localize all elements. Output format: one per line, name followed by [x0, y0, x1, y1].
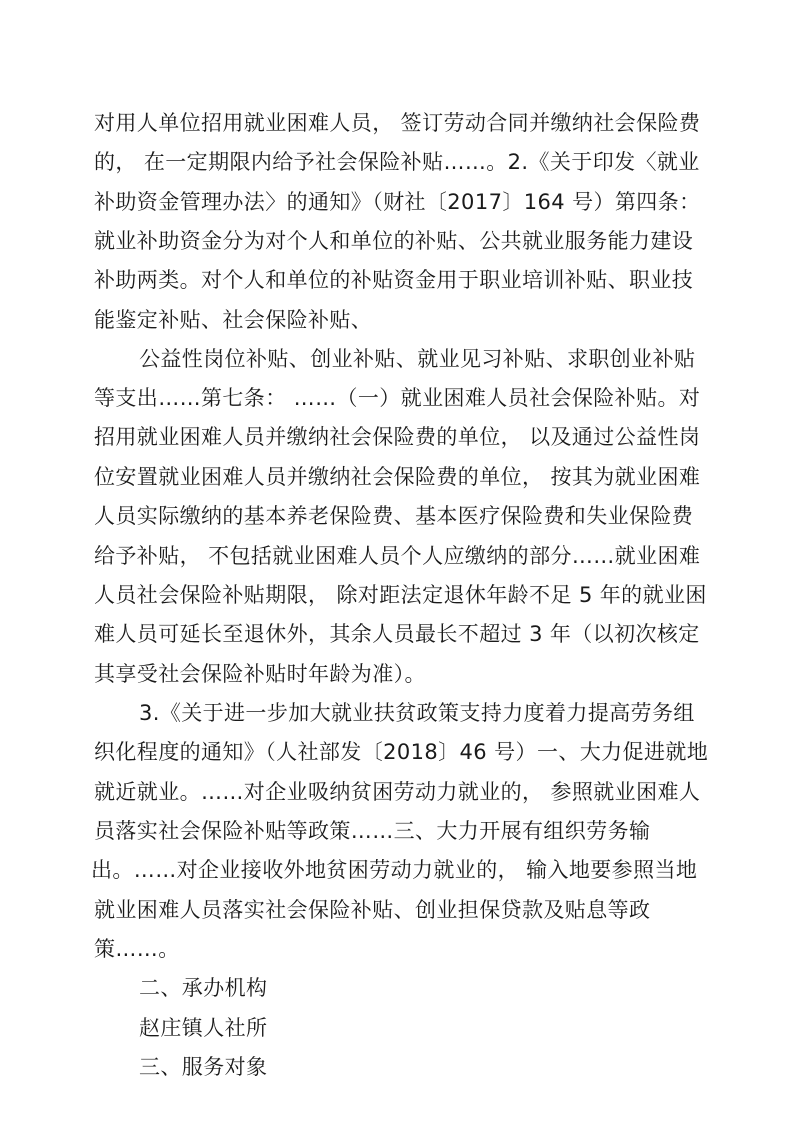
text-line: 招用就业困难人员并缴纳社会保险费的单位， 以及通过公益性岗 — [94, 425, 701, 449]
text-line: 出。……对企业接收外地贫困劳动力就业的， 输入地要参照当地 — [91, 858, 698, 882]
text-line: 3.《关于进一步加大就业扶贫政策支持力度着力提高劳务组 — [139, 701, 695, 725]
text-line: 策……。 — [94, 937, 180, 961]
text-line: 人员实际缴纳的基本养老保险费、基本医疗保险费和失业保险费 — [94, 504, 694, 528]
section-heading: 二、承办机构 — [139, 976, 268, 1000]
text-line: 补助资金管理办法〉的通知》（财社〔2017〕164 号）第四条： — [94, 190, 701, 214]
text-line: 位安置就业困难人员并缴纳社会保险费的单位， 按其为就业困难 — [94, 465, 701, 489]
text-line: 能鉴定补贴、社会保险补贴、 — [94, 308, 373, 332]
text-line: 就近就业。……对企业吸纳贫困劳动力就业的， 参照就业困难人 — [94, 780, 701, 804]
text-line: 给予补贴， 不包括就业困难人员个人应缴纳的部分……就业困难 — [94, 544, 701, 568]
text-line: 其享受社会保险补贴时年龄为准）。 — [94, 662, 426, 686]
text-line: 对用人单位招用就业困难人员， 签订劳动合同并缴纳社会保险费 — [94, 111, 701, 135]
text-line: 人员社会保险补贴期限， 除对距法定退休年龄不足 5 年的就业困 — [94, 583, 707, 607]
text-line: 难人员可延长至退休外，其余人员最长不超过 3 年（以初次核定 — [94, 622, 700, 646]
section-heading: 三、服务对象 — [139, 1055, 268, 1079]
text-line: 等支出……第七条： ……（一）就业困难人员社会保险补贴。对 — [94, 386, 701, 410]
text-line: 公益性岗位补贴、创业补贴、就业见习补贴、求职创业补贴 — [139, 347, 696, 371]
text-line: 员落实社会保险补贴等政策……三、大力开展有组织劳务输 — [94, 819, 651, 843]
text-line: 补助两类。对个人和单位的补贴资金用于职业培训补贴、职业技 — [94, 268, 694, 292]
text-line: 织化程度的通知》（人社部发〔2018〕46 号）一、大力促进就地 — [94, 740, 709, 764]
text-line: 就业困难人员落实社会保险补贴、创业担保贷款及贴息等政 — [94, 898, 651, 922]
text-line: 的， 在一定期限内给予社会保险补贴……。2.《关于印发〈就业 — [94, 150, 700, 174]
text-line: 就业补助资金分为对个人和单位的补贴、公共就业服务能力建设 — [94, 229, 694, 253]
text-line: 赵庄镇人社所 — [139, 1016, 268, 1040]
